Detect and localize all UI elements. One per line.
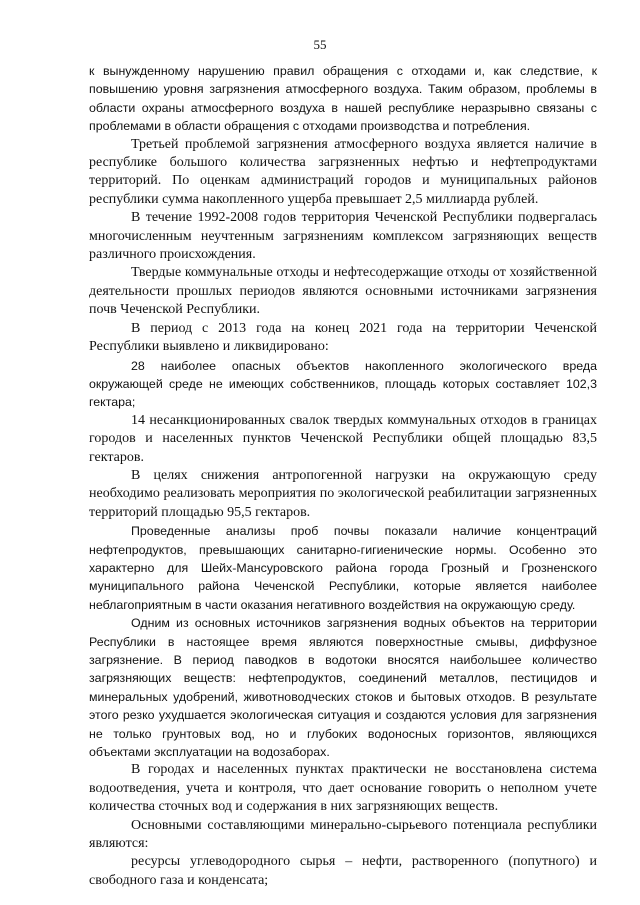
paragraph: 28 наиболее опасных объектов накопленного экологического вреда окружающей среде не имеющих собственников, площадь которых составляет 102,3 гектара; xyxy=(89,358,597,410)
page-number: 55 xyxy=(313,37,327,52)
paragraph: Одним из основных источников загрязнения водных объектов на территории Республики в настоящее время являются поверхностные смывы, диффузное загрязнение. В период паводков в водотоки вносятся наибольшее количество загрязняющих веществ: нефтепродуктов, соединений металлов, пестицидов и минеральных удобрений, животноводческих стоков и бытовых отходов. В результате этого резко ухудшается экологическая ситуация и создаются условия для загрязнения не только грунтовых вод, но и глубоких водоносных горизонтов, являющихся объектами эксплуатации на водозаборах. xyxy=(89,616,597,760)
paragraph: к вынужденному нарушению правил обращения с отходами и, как следствие, к повышению уровня загрязнения атмосферного воздуха. Таким образом, проблемы в области охраны атмосферного воздуха в нашей республике неразрывно связаны с проблемами в области обращения с отходами производства и потребления. xyxy=(89,64,597,134)
paragraph: В период с 2013 года на конец 2021 года на территории Чеченской Республики выявлено и ликвидировано: xyxy=(89,320,597,355)
paragraph: Проведенные анализы проб почвы показали наличие концентраций нефтепродуктов, превышающих санитарно-гигиенические нормы. Особенно это характерно для Шейх-Мансуровского района города Грозный и Грозненского муниципального района Чеченской Республики, которые является наиболее неблагоприятным в части оказания негативного воздействия на окружающую среду. xyxy=(89,524,597,612)
paragraph: В течение 1992-2008 годов территория Чеченской Республики подвергалась многочисленным неучтенным загрязнениям комплексом загрязняющих веществ различного происхождения. xyxy=(89,210,597,263)
paragraph: Основными составляющими минерально-сырьевого потенциала республики являются: xyxy=(89,817,597,852)
paragraph: Твердые коммунальные отходы и нефтесодержащие отходы от хозяйственной деятельности прошлых периодов являются основными источниками загрязнения почв Чеченской Республики. xyxy=(89,265,597,318)
document-body xyxy=(89,62,597,890)
paragraph: В городах и населенных пунктах практически не восстановлена система водоотведения, учета и контроля, что дает основание говорить о неполном учете количества сточных вод и содержания в них загрязняющих веществ. xyxy=(89,762,597,815)
paragraph: 14 несанкционированных свалок твердых коммунальных отходов в границах городов и населенных пунктов Чеченской Республики общей площадью 83,5 гектаров. xyxy=(89,412,597,465)
paragraph: В целях снижения антропогенной нагрузки на окружающую среду необходимо реализовать мероприятия по экологической реабилитации загрязненных территорий площадью 95,5 гектаров. xyxy=(89,467,597,520)
paragraph: ресурсы углеводородного сырья – нефти, растворенного (попутного) и свободного газа и конденсата; xyxy=(89,854,597,888)
paragraph: Третьей проблемой загрязнения атмосферного воздуха является наличие в республике большого количества загрязненных нефтью и нефтепродуктами территорий. По оценкам администраций городов и муниципальных районов республики сумма накопленного ущерба превышает 2,5 миллиарда рублей. xyxy=(89,136,597,207)
